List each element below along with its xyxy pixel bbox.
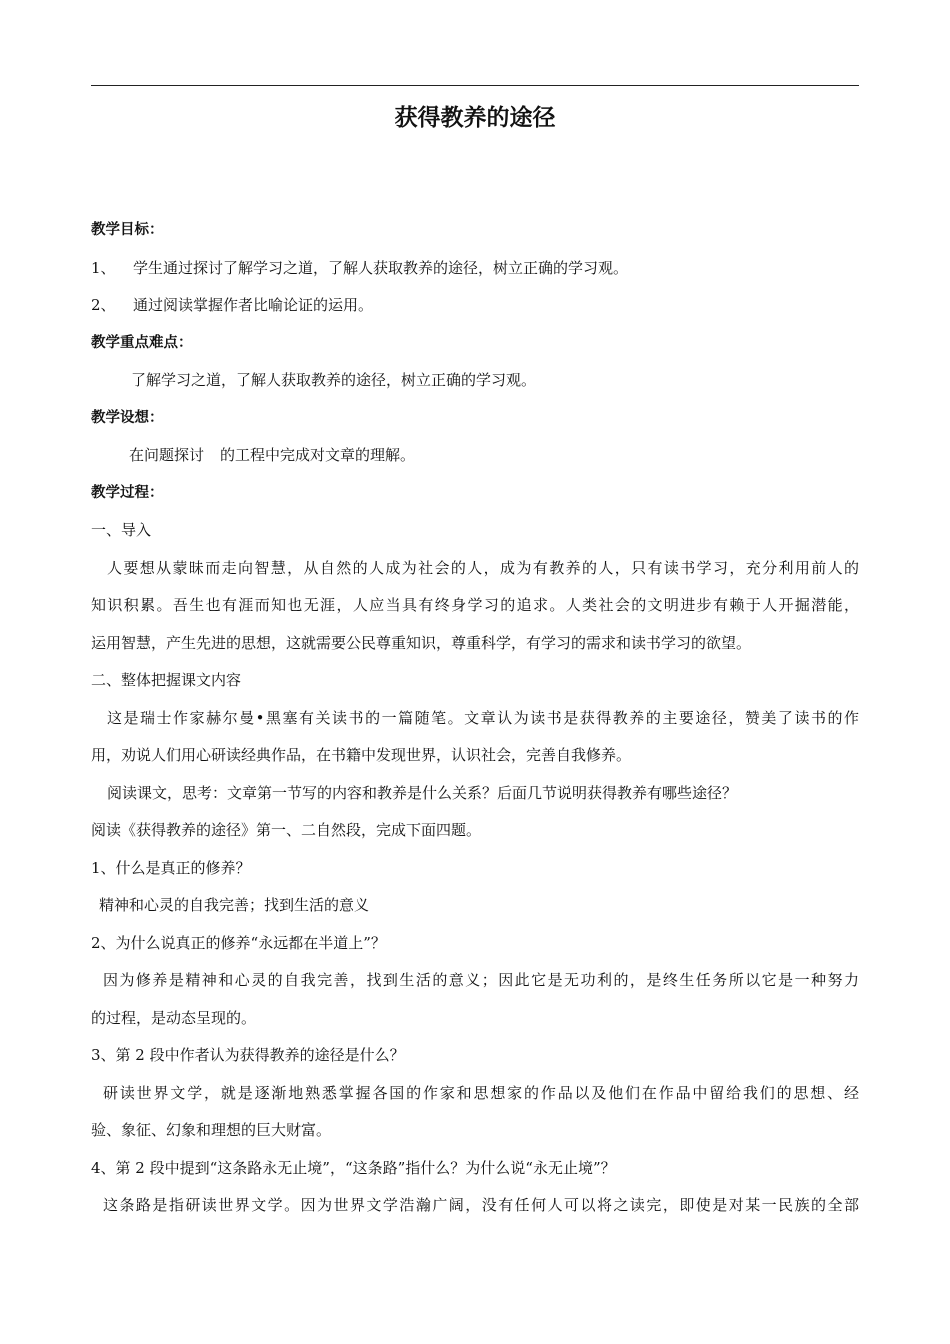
goal-2-text: 通过阅读掌握作者比喻论证的运用。 — [133, 296, 374, 314]
answer-2-line-1: 因为修养是精神和心灵的自我完善，找到生活的意义；因此它是无功利的，是终生任务所以它是一种努力 — [103, 971, 859, 989]
goal-1-number: 1、 — [91, 258, 116, 277]
intro-paragraph-line-3: 运用智慧，产生先进的思想，这就需要公民尊重知识，尊重科学，有学习的需求和读书学习的欲望。 — [91, 633, 752, 652]
goal-2-number: 2、 — [91, 296, 116, 314]
question-4: 4、第 2 段中提到“这条路永无止境”，“这条路”指什么？为什么说“永无止境”？ — [91, 1158, 616, 1177]
answer-3-line-2: 验、象征、幻象和理想的巨大财富。 — [91, 1121, 332, 1139]
reading-prompt: 阅读课文，思考：文章第一节写的内容和教养是什么关系？后面几节说明获得教养有哪些途径？ — [107, 783, 738, 802]
section-heading-intro: 一、导入 — [91, 521, 152, 539]
goal-item-1 — [91, 250, 859, 288]
answer-1: 精神和心灵的自我完善；找到生活的意义 — [99, 896, 370, 914]
question-1: 1、什么是真正的修养？ — [91, 858, 251, 877]
process-heading: 教学过程： — [91, 484, 164, 501]
answer-4-line-1: 这条路是指研读世界文学。因为世界文学浩瀚广阔，没有任何人可以将之读完，即使是对某一民族的全部 — [103, 1196, 859, 1214]
overview-paragraph-line-1: 这是瑞士作家赫尔曼•黑塞有关读书的一篇随笔。文章认为读书是获得教养的主要途径，赞美了读书的作 — [107, 708, 859, 727]
question-3: 3、第 2 段中作者认为获得教养的途径是什么？ — [91, 1046, 405, 1064]
key-points-text: 了解学习之道，了解人获取教养的途径，树立正确的学习观。 — [131, 371, 537, 389]
goal-1-text: 学生通过探讨了解学习之道，了解人获取教养的途径，树立正确的学习观。 — [133, 258, 629, 277]
answer-2-line-2: 的过程，是动态呈现的。 — [91, 1008, 257, 1027]
teaching-idea-text-part-1: 在问题探讨 — [129, 446, 205, 464]
goal-item-2 — [91, 287, 859, 325]
task-intro: 阅读《获得教养的途径》第一、二自然段，完成下面四题。 — [91, 821, 482, 839]
overview-paragraph-line-2: 用，劝说人们用心研读经典作品，在书籍中发现世界，认识社会，完善自我修养。 — [91, 746, 632, 764]
key-points-heading: 教学重点难点： — [91, 334, 193, 351]
document-body — [91, 212, 859, 1225]
teaching-idea-text-part-2: 的工程中完成对文章的理解。 — [220, 446, 416, 464]
intro-paragraph-line-1: 人要想从蒙昧而走向智慧，从自然的人成为社会的人，成为有教养的人，只有读书学习，充分利用前人的 — [107, 558, 859, 577]
goals-heading: 教学目标： — [91, 222, 164, 238]
teaching-idea-text — [91, 437, 859, 475]
teaching-idea-heading: 教学设想： — [91, 409, 164, 426]
page-title: 获得教养的途径 — [394, 105, 556, 131]
header-rule — [91, 85, 859, 86]
answer-3-line-1: 研读世界文学，就是逐渐地熟悉掌握各国的作家和思想家的作品以及他们在作品中留给我们的思想、经 — [103, 1083, 859, 1102]
intro-paragraph-line-2: 知识积累。吾生也有涯而知也无涯，人应当具有终身学习的追求。人类社会的文明进步有赖于人开掘潜能， — [91, 596, 859, 614]
question-2: 2、为什么说真正的修养“永远都在半道上”？ — [91, 933, 386, 952]
section-heading-overview: 二、整体把握课文内容 — [91, 671, 242, 689]
